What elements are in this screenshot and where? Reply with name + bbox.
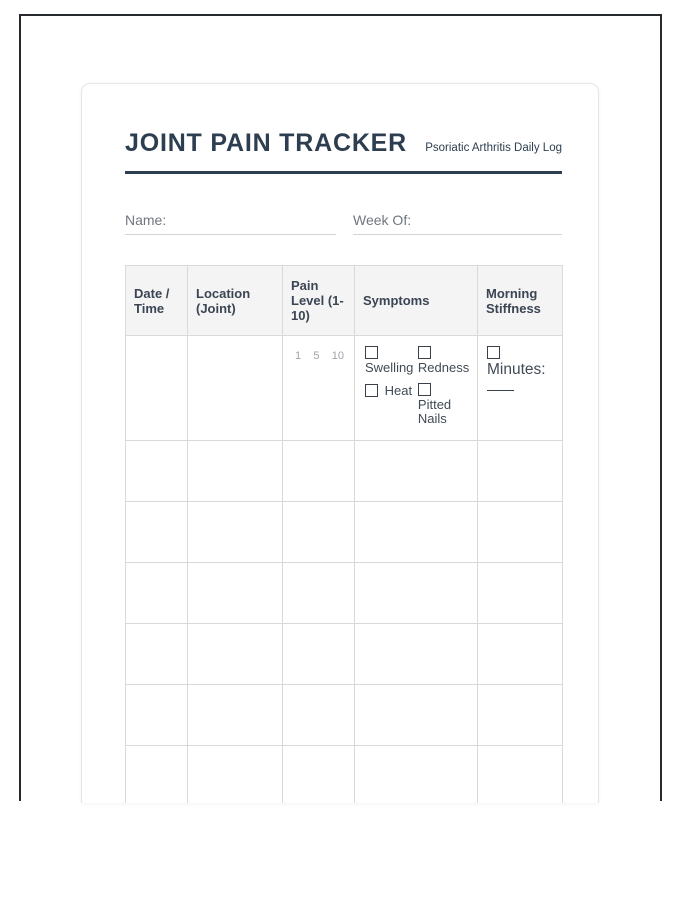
pitted-nails-checkbox[interactable] (418, 383, 431, 396)
symptom-item-heat (365, 383, 418, 398)
header-row (125, 131, 562, 156)
page-content (125, 131, 562, 803)
pain-log-table (125, 265, 563, 803)
redness-label: Redness (417, 360, 470, 375)
empty-cell (355, 441, 478, 502)
cell-symptoms (355, 336, 478, 441)
pain-scale-10: 10 (331, 350, 344, 362)
empty-cell (478, 746, 563, 804)
week-of-blank-line[interactable] (353, 234, 562, 235)
empty-cell (355, 563, 478, 624)
table-row-empty (126, 624, 563, 685)
stiffness-checkbox[interactable] (487, 346, 500, 359)
empty-cell (283, 441, 355, 502)
empty-cell (478, 502, 563, 563)
week-of-field (353, 212, 562, 235)
empty-cell (188, 624, 283, 685)
empty-cell (188, 563, 283, 624)
empty-cell (283, 624, 355, 685)
empty-cell (478, 441, 563, 502)
title-divider (125, 171, 562, 174)
name-blank-line[interactable] (125, 234, 336, 235)
empty-cell (126, 624, 188, 685)
swelling-label: Swelling (365, 360, 414, 375)
page-title: JOINT PAIN TRACKER (125, 129, 408, 157)
pain-scale-1: 1 (295, 350, 302, 362)
cell-pain-level (283, 336, 355, 441)
symptom-item-redness (418, 346, 471, 375)
empty-cell (283, 502, 355, 563)
empty-cell (478, 685, 563, 746)
empty-cell (126, 441, 188, 502)
table-row-entry (126, 336, 563, 441)
empty-cell (188, 441, 283, 502)
page-card (81, 83, 599, 803)
cell-date-time (126, 336, 188, 441)
header-pain-level: Pain Level (1-10) (283, 266, 355, 336)
fields-row (125, 212, 562, 235)
redness-checkbox[interactable] (418, 346, 431, 359)
empty-cell (283, 685, 355, 746)
empty-cell (355, 624, 478, 685)
empty-cell (355, 685, 478, 746)
empty-cell (355, 746, 478, 804)
table-row-empty (126, 441, 563, 502)
empty-cell (126, 563, 188, 624)
cell-morning-stiffness (478, 336, 563, 441)
table-row-empty (126, 502, 563, 563)
swelling-checkbox[interactable] (365, 346, 378, 359)
pain-scale (283, 336, 354, 362)
page-subtitle: Psoriatic Arthritis Daily Log (425, 142, 562, 154)
document-frame (19, 14, 662, 801)
pitted-nails-label: Pitted Nails (417, 397, 452, 426)
symptom-item-pitted-nails (418, 383, 471, 426)
name-field (125, 212, 336, 235)
empty-cell (126, 685, 188, 746)
pain-scale-5: 5 (313, 350, 320, 362)
heat-label: Heat (384, 383, 413, 398)
empty-cell (188, 502, 283, 563)
table-row-empty (126, 563, 563, 624)
cell-location (188, 336, 283, 441)
empty-cell (355, 502, 478, 563)
header-morning-stiffness: Morning Stiffness (478, 266, 563, 336)
header-location: Location (Joint) (188, 266, 283, 336)
empty-cell (126, 746, 188, 804)
empty-cell (283, 563, 355, 624)
empty-cell (478, 624, 563, 685)
table-header-row (126, 266, 563, 336)
table-row-empty (126, 685, 563, 746)
table-row-empty (126, 746, 563, 804)
minutes-label: Minutes: (487, 361, 546, 378)
week-of-label: Week Of: (353, 212, 412, 228)
minutes-blank-line[interactable] (487, 379, 514, 391)
empty-cell (188, 746, 283, 804)
name-label: Name: (125, 212, 167, 228)
heat-checkbox[interactable] (365, 384, 378, 397)
header-symptoms: Symptoms (355, 266, 478, 336)
empty-cell (478, 563, 563, 624)
empty-cell (283, 746, 355, 804)
empty-cell (188, 685, 283, 746)
header-date-time: Date / Time (126, 266, 188, 336)
empty-cell (126, 502, 188, 563)
symptom-item-swelling (365, 346, 418, 375)
